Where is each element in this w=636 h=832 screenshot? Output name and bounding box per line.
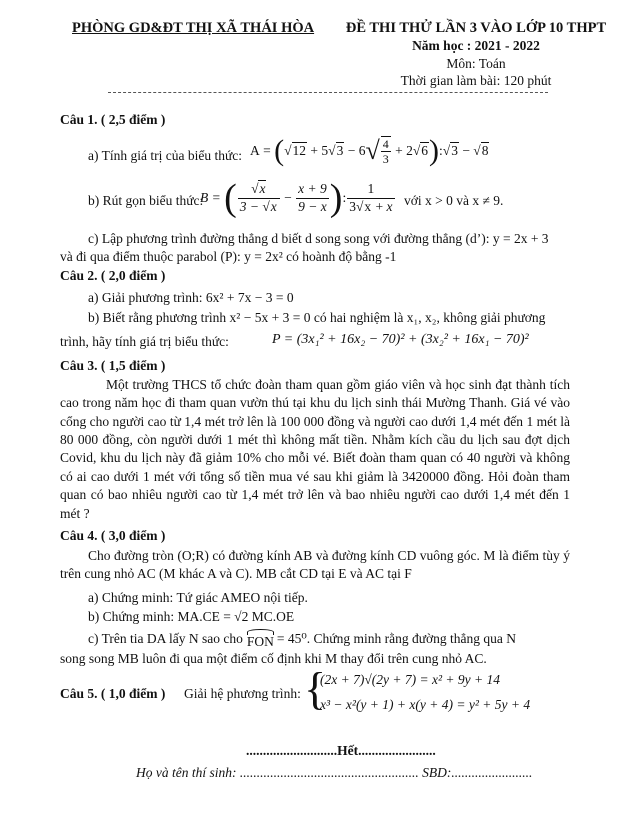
q1b-label: b) Rút gọn biểu thức: <box>88 193 204 208</box>
q5-title: Câu 5. ( 1,0 điểm ) <box>60 686 166 701</box>
header-divider <box>108 92 548 93</box>
school-name: PHÒNG GD&ĐT THỊ XÃ THÁI HÒA <box>72 20 315 36</box>
q4c-line2: song song MB luôn đi qua một điểm cố định khi M thay đổi trên cung nhỏ AC. <box>60 651 487 666</box>
q1a-expression: A = ( √12 + 5√3 − 6 √ $\frac{4}{3}$ + 2√6 ) :√3 − √8 <box>250 134 489 167</box>
q1b-expression: B = ( $\frac{√x}{3 - √x}$ − $\frac{x + 9}{9 - x}$ ) : $\frac{1}{3√x + x}$ <box>200 177 393 219</box>
q5-label: Giải hệ phương trình: <box>184 686 301 701</box>
arc-mark-icon <box>247 629 274 635</box>
exam-header <box>336 20 616 89</box>
q4c-pre: c) Trên tia DA lấy N sao cho <box>88 631 243 646</box>
q1b-condition: với x > 0 và x ≠ 9. <box>404 193 504 208</box>
q3-title: Câu 3. ( 1,5 điểm ) <box>60 358 166 373</box>
q3-body: Một trường THCS tổ chức đoàn tham quan gồm giáo viên và học sinh đạt thành tích cao trong năm học đi tham quan vườn thú tại khu du lịch sinh thái Mường Thanh. Giá vé vào cổng cho người cao từ 1,4 mét trở lên là 100 000 đồng và người cao dưới 1,4 mét đến 1 mét là 80 000 đồng, còn người dưới 1 mét thì không mất tiền. Nhằm kích cầu du lịch sau đợt dịch Covid, khu du lịch này đã giảm 10% cho mỗi vé. Biết đoàn tham quan có 40 người và không có ai cao dưới 1 mét với tổng số tiền mua vé sau khi giảm là 3420000 đồng. Hỏi đoàn tham quan có bao nhiêu người cao từ 1,4 mét trở lên và bao nhiêu người cao dưới 1,4 mét đến 1 mét ? <box>60 377 570 521</box>
school-year: Năm học : 2021 - 2022 <box>412 38 540 54</box>
q2-title: Câu 2. ( 2,0 điểm ) <box>60 268 166 283</box>
q4-intro: Cho đường tròn (O;R) có đường kính AB và đường kính CD vuông góc. M là điểm tùy ý trên cung nhỏ AC (M khác A và C). MB cắt CD tại E và AC tại F <box>60 548 570 582</box>
exam-title: ĐỀ THI THỬ LẦN 3 VÀO LỚP 10 THPT <box>345 20 607 36</box>
q2b-line2-text: trình, hãy tính giá trị biểu thức: <box>60 334 229 349</box>
q1c-line2: và đi qua điểm thuộc parabol (P): y = 2x² có hoành độ bằng -1 <box>60 249 397 264</box>
duration: Thời gian làm bài: 120 phút <box>400 72 552 88</box>
q1-title: Câu 1. ( 2,5 điểm ) <box>60 112 166 127</box>
q2b-line1: b) Biết rằng phương trình x² − 5x + 3 = 0 có hai nghiệm là x₁, x₂, không giải phương <box>88 310 546 325</box>
q4c-post: = 45⁰. Chứng minh rằng đường thẳng qua N <box>276 631 517 646</box>
q5-eq1: (2x + 7)√(2y + 7) = x² + 9y + 14 <box>320 672 500 687</box>
candidate-info-line: Họ và tên thí sinh: ..................................................... SBD:........................ <box>136 765 533 780</box>
q4c-angle: FON <box>247 631 274 650</box>
q1c-line1: c) Lập phương trình đường thẳng d biết d song song với đường thẳng (d’): y = 2x + 3 <box>88 231 549 246</box>
q4b: b) Chứng minh: MA.CE = √2 MC.OE <box>88 609 295 624</box>
q5-eq2: x³ − x²(y + 1) + x(y + 4) = y² + 5y + 4 <box>320 697 531 712</box>
end-marker: ...........................Hết....................... <box>246 743 436 758</box>
q2a: a) Giải phương trình: 6x² + 7x − 3 = 0 <box>88 290 294 305</box>
q1a-label: a) Tính giá trị của biểu thức: <box>88 148 243 163</box>
q4a: a) Chứng minh: Tứ giác AMEO nội tiếp. <box>88 590 308 605</box>
q4c-line1 <box>88 631 516 650</box>
subject: Môn: Toán <box>446 55 506 71</box>
q2b-expression: P = (3x₁² + 16x₂ − 70)² + (3x₂² + 16x₁ − 70)² <box>272 332 529 347</box>
q4-title: Câu 4. ( 3,0 điểm ) <box>60 528 166 543</box>
system-brace-icon: { <box>304 663 327 714</box>
